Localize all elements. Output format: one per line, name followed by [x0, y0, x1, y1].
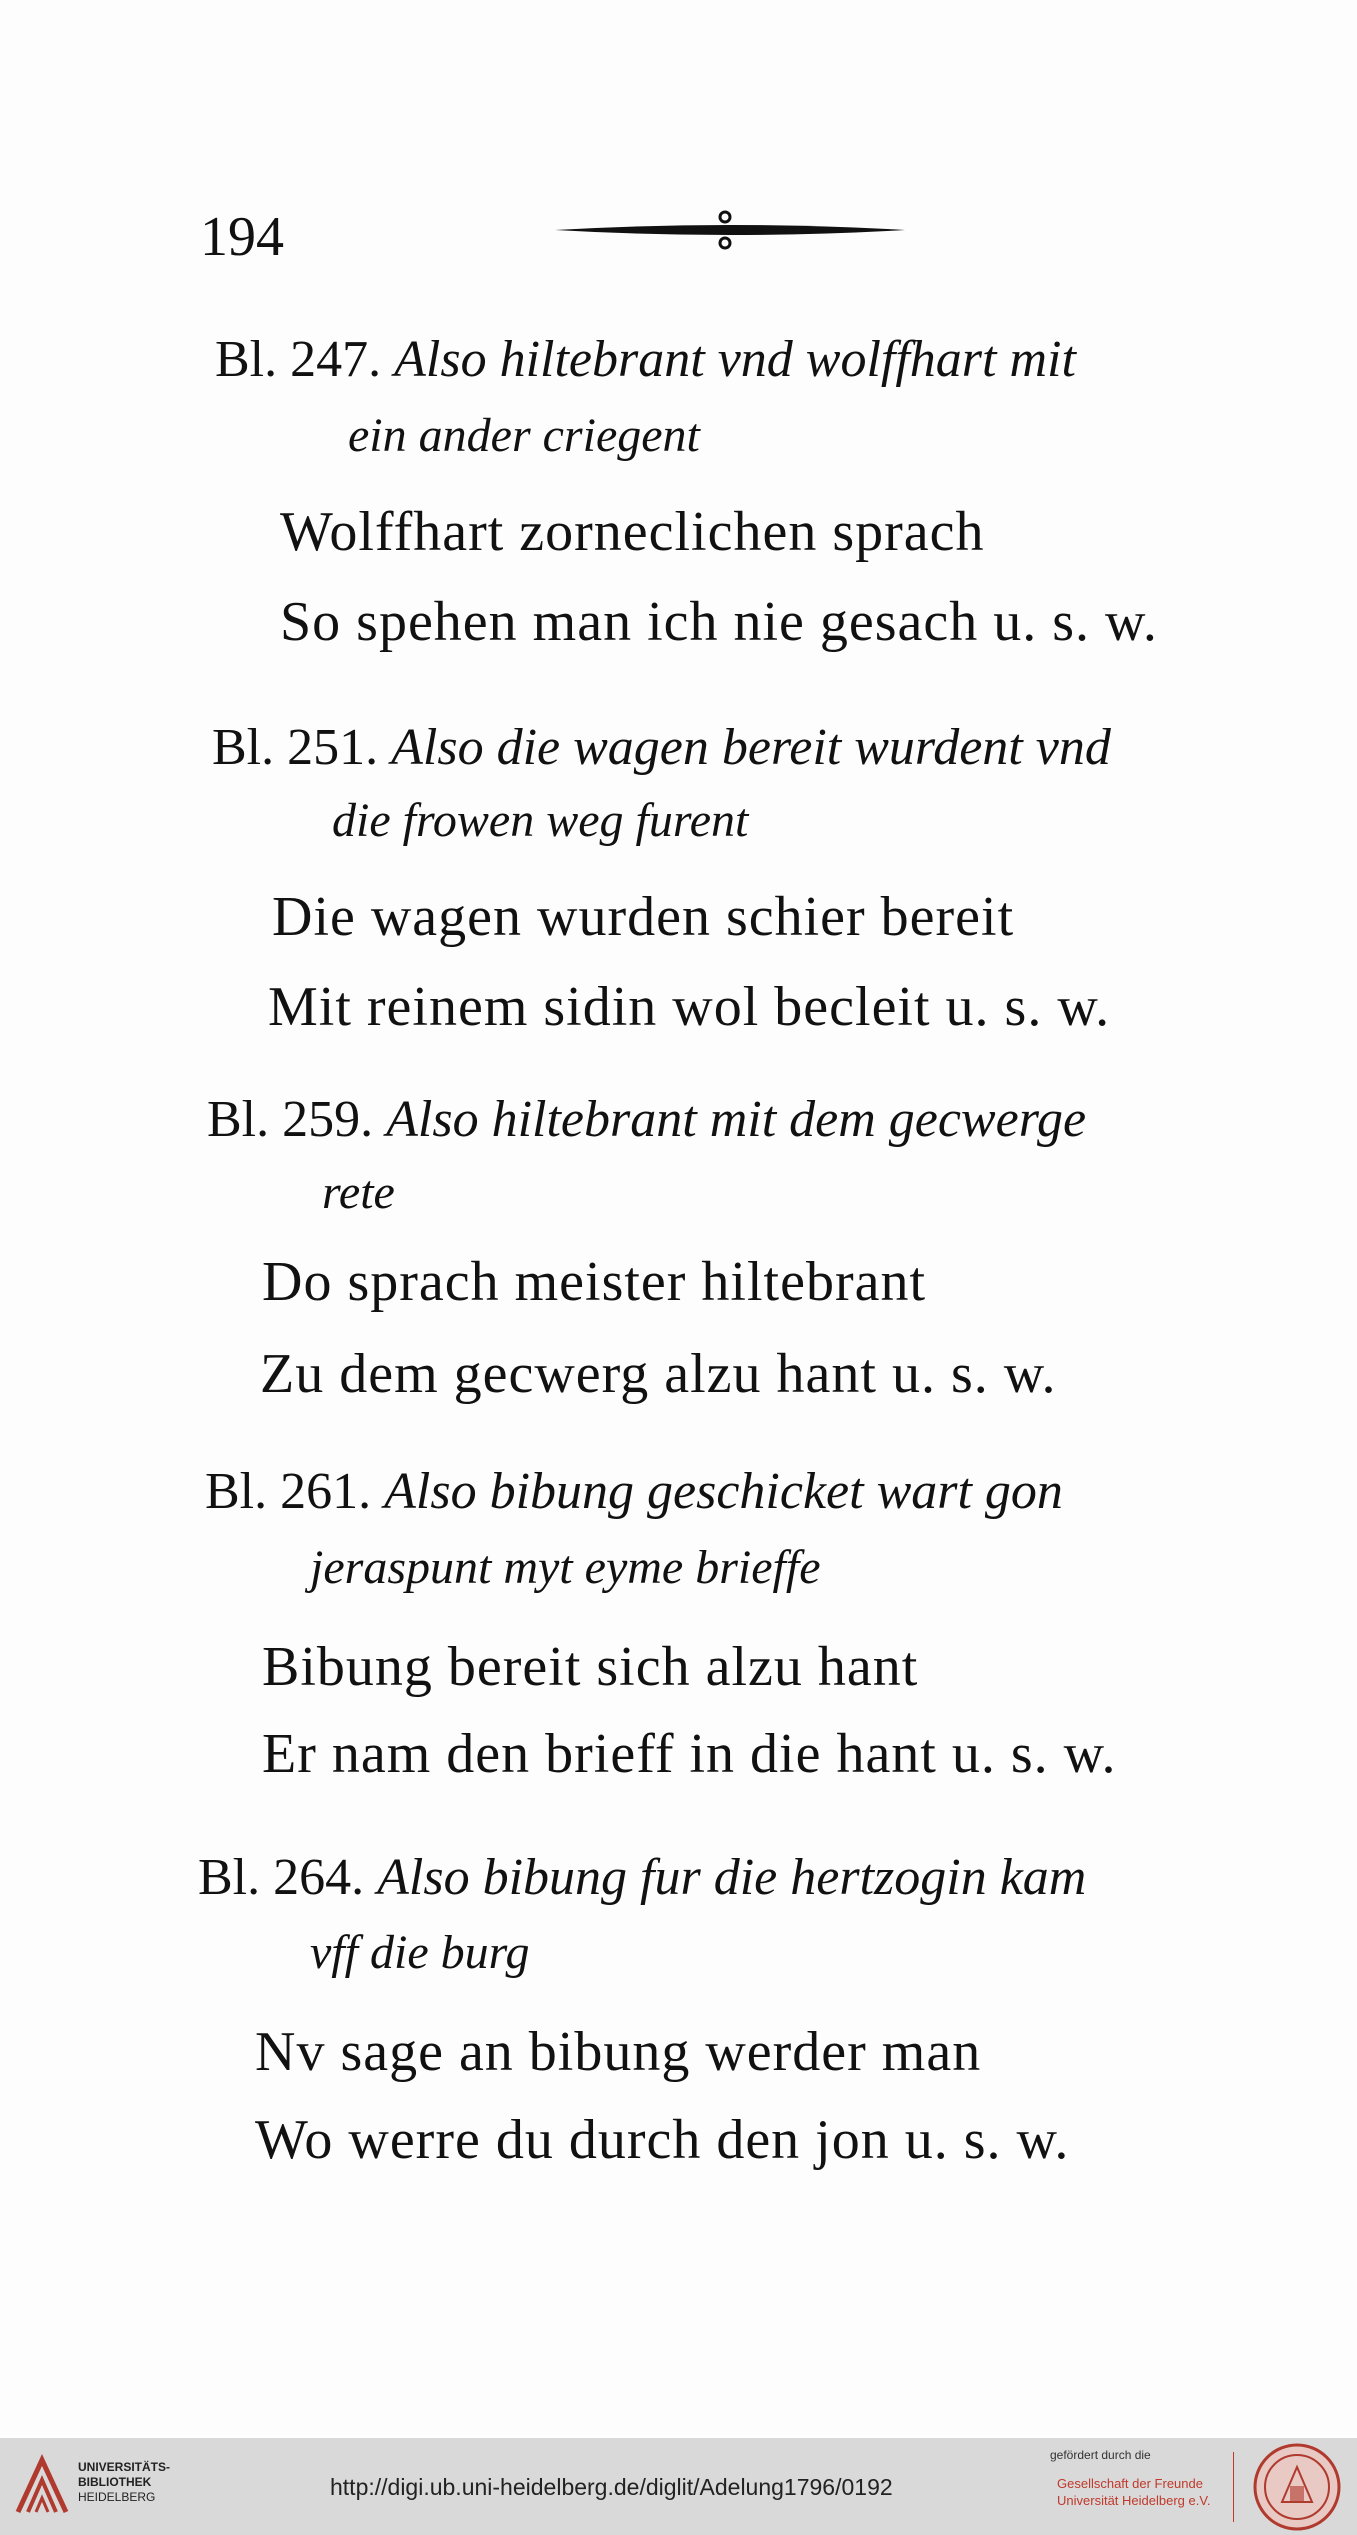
library-name-line: UNIVERSITÄTS-: [78, 2460, 171, 2474]
entry-reference: Bl. 247.: [215, 331, 382, 388]
library-name[interactable]: [78, 2460, 170, 2505]
verse-line: So spehen man ich nie gesach u. s. w.: [280, 591, 1158, 653]
entry-title: Also bibung fur die hertzogin kam: [377, 1849, 1087, 1906]
verse-line: Wo werre du durch den jon u. s. w.: [255, 2109, 1070, 2171]
verse-line: Mit reinem sidin wol becleit u. s. w.: [268, 976, 1111, 1038]
sponsor-name[interactable]: [1057, 2475, 1210, 2509]
entry-title: Also bibung geschicket wart gon: [384, 1463, 1063, 1520]
verse-line: Die wagen wurden schier bereit: [272, 886, 1015, 948]
entry-heading: [207, 1090, 1086, 1149]
university-library-logo-icon[interactable]: [14, 2454, 70, 2518]
viewer-footer: [0, 2438, 1357, 2535]
sponsor-name-line: Gesellschaft der Freunde: [1057, 2476, 1203, 2491]
entry-reference: Bl. 264.: [198, 1849, 365, 1906]
library-name-line: BIBLIOTHEK: [78, 2475, 152, 2489]
page-number: 194: [200, 206, 284, 268]
entry-reference: Bl. 261.: [205, 1463, 372, 1520]
verse-line: Bibung bereit sich alzu hant: [262, 1636, 919, 1698]
entry-heading: [215, 330, 1076, 389]
entry-reference: Bl. 259.: [207, 1091, 374, 1148]
entry-heading: [198, 1848, 1086, 1907]
sponsor-label: gefördert durch die: [1050, 2448, 1151, 2462]
permalink-url[interactable]: http://digi.ub.uni-heidelberg.de/diglit/Adelung1796/0192: [330, 2474, 893, 2500]
entry-title-continued: die frowen weg furent: [332, 794, 749, 847]
entry-reference: Bl. 251.: [212, 719, 379, 776]
verse-line: Nv sage an bibung werder man: [255, 2021, 982, 2083]
verse-line: Zu dem gecwerg alzu hant u. s. w.: [260, 1343, 1057, 1405]
divider: [1233, 2452, 1234, 2522]
verse-line: Wolffhart zorneclichen sprach: [280, 501, 985, 563]
university-seal-icon: [1252, 2442, 1342, 2532]
entry-heading: [212, 718, 1111, 777]
ornament-rule-icon: [555, 205, 905, 255]
verse-line: Er nam den brieff in die hant u. s. w.: [262, 1723, 1117, 1785]
entry-title: Also hiltebrant vnd wolffhart mit: [394, 331, 1076, 388]
entry-title: Also die wagen bereit wurdent vnd: [391, 719, 1111, 776]
entry-title-continued: vff die burg: [310, 1926, 530, 1979]
entry-title-continued: rete: [322, 1166, 395, 1219]
verse-line: Do sprach meister hiltebrant: [262, 1251, 927, 1313]
entry-title-continued: jeraspunt myt eyme brieffe: [310, 1541, 821, 1594]
library-name-line: HEIDELBERG: [78, 2490, 156, 2504]
entry-heading: [205, 1462, 1063, 1521]
sponsor-name-line: Universität Heidelberg e.V.: [1057, 2493, 1211, 2508]
entry-title-continued: ein ander criegent: [348, 409, 700, 462]
entry-title: Also hiltebrant mit dem gecwerge: [386, 1091, 1087, 1148]
